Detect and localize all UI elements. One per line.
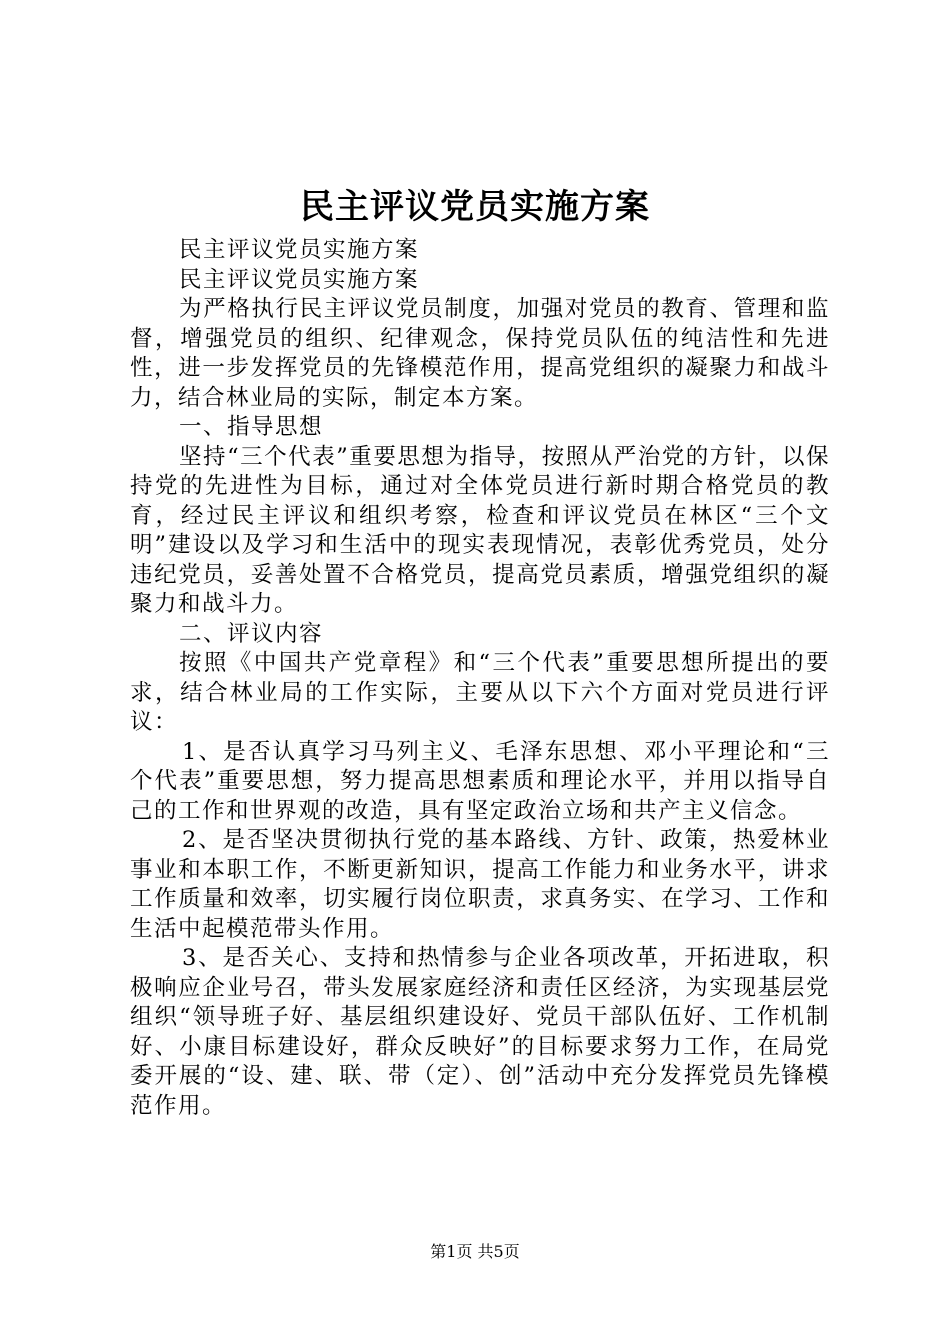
list-item-1: 1、是否认真学习马列主义、毛泽东思想、邓小平理论和“三个代表”重要思想，努力提高思想素质和理论水平，并用以指导自己的工作和世界观的改造，具有坚定政治立场和共产主义信念。 bbox=[130, 738, 830, 824]
paragraph-guiding-thought: 坚持“三个代表”重要思想为指导，按照从严治党的方针，以保持党的先进性为目标，通过对全体党员进行新时期合格党员的教育，经过民主评议和组织考察，检查和评议党员在林区“三个文明”建设以及学习和生活中的现实表现情况，表彰优秀党员，处分违纪党员，妥善处置不合格党员，提高党员素质，增强党组织的凝聚力和战斗力。 bbox=[130, 443, 830, 617]
paragraph-subtitle-1: 民主评议党员实施方案 bbox=[179, 237, 420, 263]
section-heading-guiding-thought: 一、指导思想 bbox=[179, 414, 324, 440]
page-footer: 第1页 共5页 bbox=[430, 1242, 520, 1261]
document-title: 民主评议党员实施方案 bbox=[300, 187, 650, 227]
document-body bbox=[130, 236, 830, 1121]
paragraph-intro: 为严格执行民主评议党员制度，加强对党员的教育、管理和监督，增强党员的组织、纪律观念，保持党员队伍的纯洁性和先进性，进一步发挥党员的先锋模范作用，提高党组织的凝聚力和战斗力，结合林业局的实际，制定本方案。 bbox=[130, 296, 830, 411]
paragraph-evaluation-content: 按照《中国共产党章程》和“三个代表”重要思想所提出的要求，结合林业局的工作实际，主要从以下六个方面对党员进行评议： bbox=[130, 650, 830, 735]
list-item-3: 3、是否关心、支持和热情参与企业各项改革，开拓进取，积极响应企业号召，带头发展家庭经济和责任区经济，为实现基层党组织“领导班子好、基层组织建设好、党员干部队伍好、工作机制好、小康目标建设好，群众反映好”的目标要求努力工作，在局党委开展的“设、建、联、带（定）、创”活动中充分发挥党员先锋模范作用。 bbox=[130, 945, 830, 1119]
list-item-2: 2、是否坚决贯彻执行党的基本路线、方针、政策，热爱林业事业和本职工作，不断更新知识，提高工作能力和业务水平，讲求工作质量和效率，切实履行岗位职责，求真务实、在学习、工作和生活中起模范带头作用。 bbox=[130, 827, 830, 942]
paragraph-subtitle-2: 民主评议党员实施方案 bbox=[179, 266, 420, 293]
section-heading-evaluation-content: 二、评议内容 bbox=[179, 620, 324, 647]
